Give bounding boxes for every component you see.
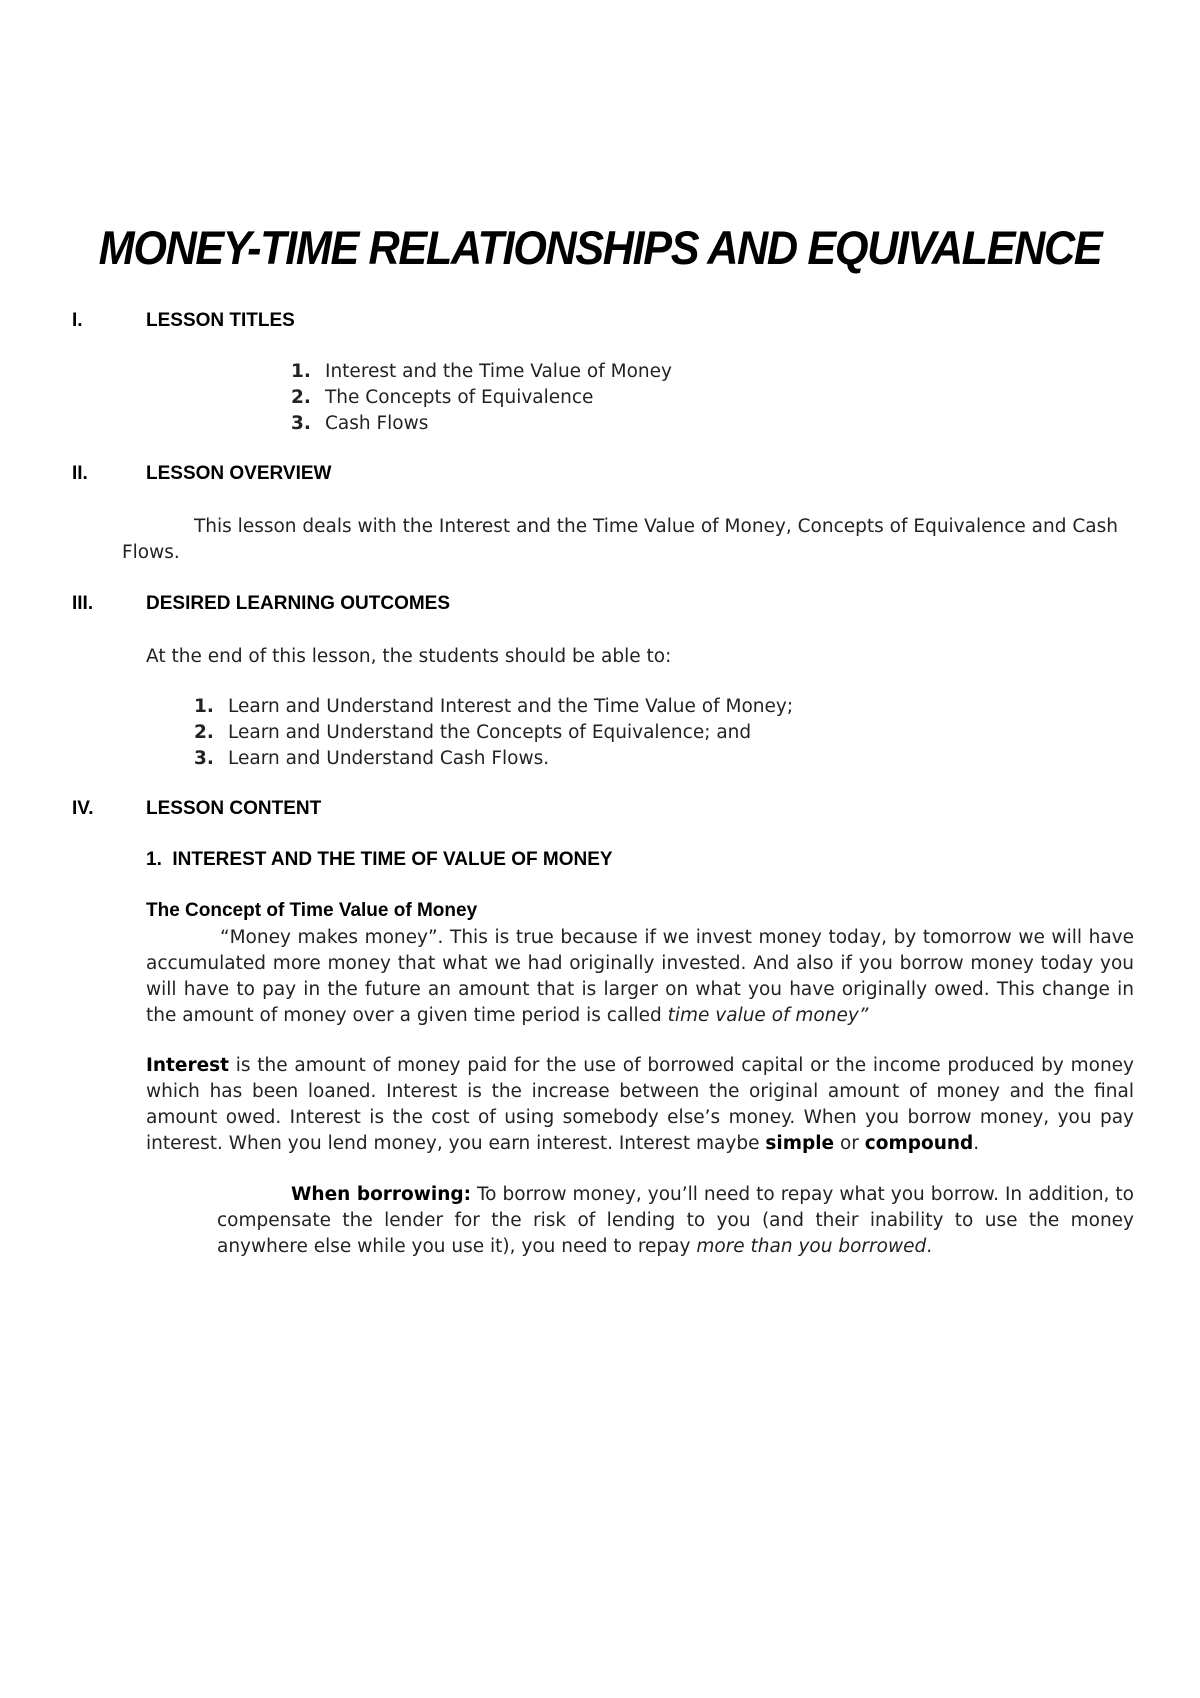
document-title: MONEY-TIME RELATIONSHIPS AND EQUIVALENCE	[98, 221, 1102, 274]
concept-paragraph-text: “Money makes money”. This is true because if we invest money today, by tomorrow we will have accumulated more money that what we had originally invested. And also if you borrow money today you will have to pay in the future an amount that is larger on what you have originally owed. This change in the amount of money over a given time period is called	[146, 927, 1134, 1026]
list-item-number: 3.	[291, 413, 311, 434]
section-heading-lesson-titles: LESSON TITLES	[146, 310, 295, 331]
interest-period: .	[973, 1133, 980, 1154]
subsection-heading-interest: 1. INTEREST AND THE TIME OF VALUE OF MONEY	[146, 849, 613, 870]
interest-term: Interest	[146, 1055, 229, 1076]
list-item-text: Learn and Understand the Concepts of Equivalence; and	[228, 722, 752, 743]
concept-paragraph-italic: time value of money”	[667, 1005, 869, 1026]
section-number: II.	[72, 463, 88, 484]
list-item	[194, 720, 751, 746]
section-number: I.	[72, 310, 83, 331]
list-item-text: Cash Flows	[325, 413, 429, 434]
section-heading-lesson-content: LESSON CONTENT	[146, 798, 322, 819]
outcomes-intro: At the end of this lesson, the students should be able to:	[146, 646, 672, 667]
overview-paragraph: This lesson deals with the Interest and the Time Value of Money, Concepts of Equivalence and Cash Flows.	[122, 516, 1118, 563]
list-item	[291, 411, 428, 437]
borrowing-paragraph-text: To borrow money, you’ll need to repay what you borrow. In addition, to compensate the lender for the risk of lending to you (and their inability to use the money anywhere else while you use it), you need to repay	[217, 1184, 1134, 1257]
section-number: III.	[72, 593, 94, 614]
list-item	[194, 746, 549, 772]
borrowing-italic: more than you borrowed	[696, 1236, 927, 1257]
section-heading-lesson-overview: LESSON OVERVIEW	[146, 463, 332, 484]
or-word: or	[834, 1133, 865, 1154]
list-item	[194, 694, 793, 720]
list-item-number: 3.	[194, 748, 214, 769]
borrowing-paragraph	[217, 1182, 1134, 1260]
interest-paragraph	[146, 1053, 1134, 1157]
interest-paragraph-text: is the amount of money paid for the use of borrowed capital or the income produced by money which has been loaned. Interest is the increase between the original amount of money and the final amount owed. Interest is the cost of using somebody else’s money. When you borrow money, you pay interest. When you lend money, you earn interest. Interest maybe	[146, 1055, 1134, 1154]
borrowing-label: When borrowing:	[291, 1184, 472, 1205]
list-item-number: 1.	[194, 696, 214, 717]
list-item	[291, 359, 672, 385]
list-item-number: 1.	[291, 361, 311, 382]
list-item-text: Learn and Understand Cash Flows.	[228, 748, 550, 769]
list-item-number: 2.	[291, 387, 311, 408]
list-item-text: The Concepts of Equivalence	[325, 387, 594, 408]
simple-term: simple	[765, 1133, 835, 1154]
section-heading-desired-learning-outcomes: DESIRED LEARNING OUTCOMES	[146, 593, 451, 614]
list-item-text: Interest and the Time Value of Money	[325, 361, 672, 382]
borrowing-period: .	[926, 1236, 933, 1257]
section-number: IV.	[72, 798, 94, 819]
list-item-number: 2.	[194, 722, 214, 743]
list-item	[291, 385, 593, 411]
list-item-text: Learn and Understand Interest and the Time Value of Money;	[228, 696, 794, 717]
concept-title: The Concept of Time Value of Money	[146, 900, 478, 921]
concept-paragraph	[146, 925, 1134, 1029]
compound-term: compound	[864, 1133, 974, 1154]
